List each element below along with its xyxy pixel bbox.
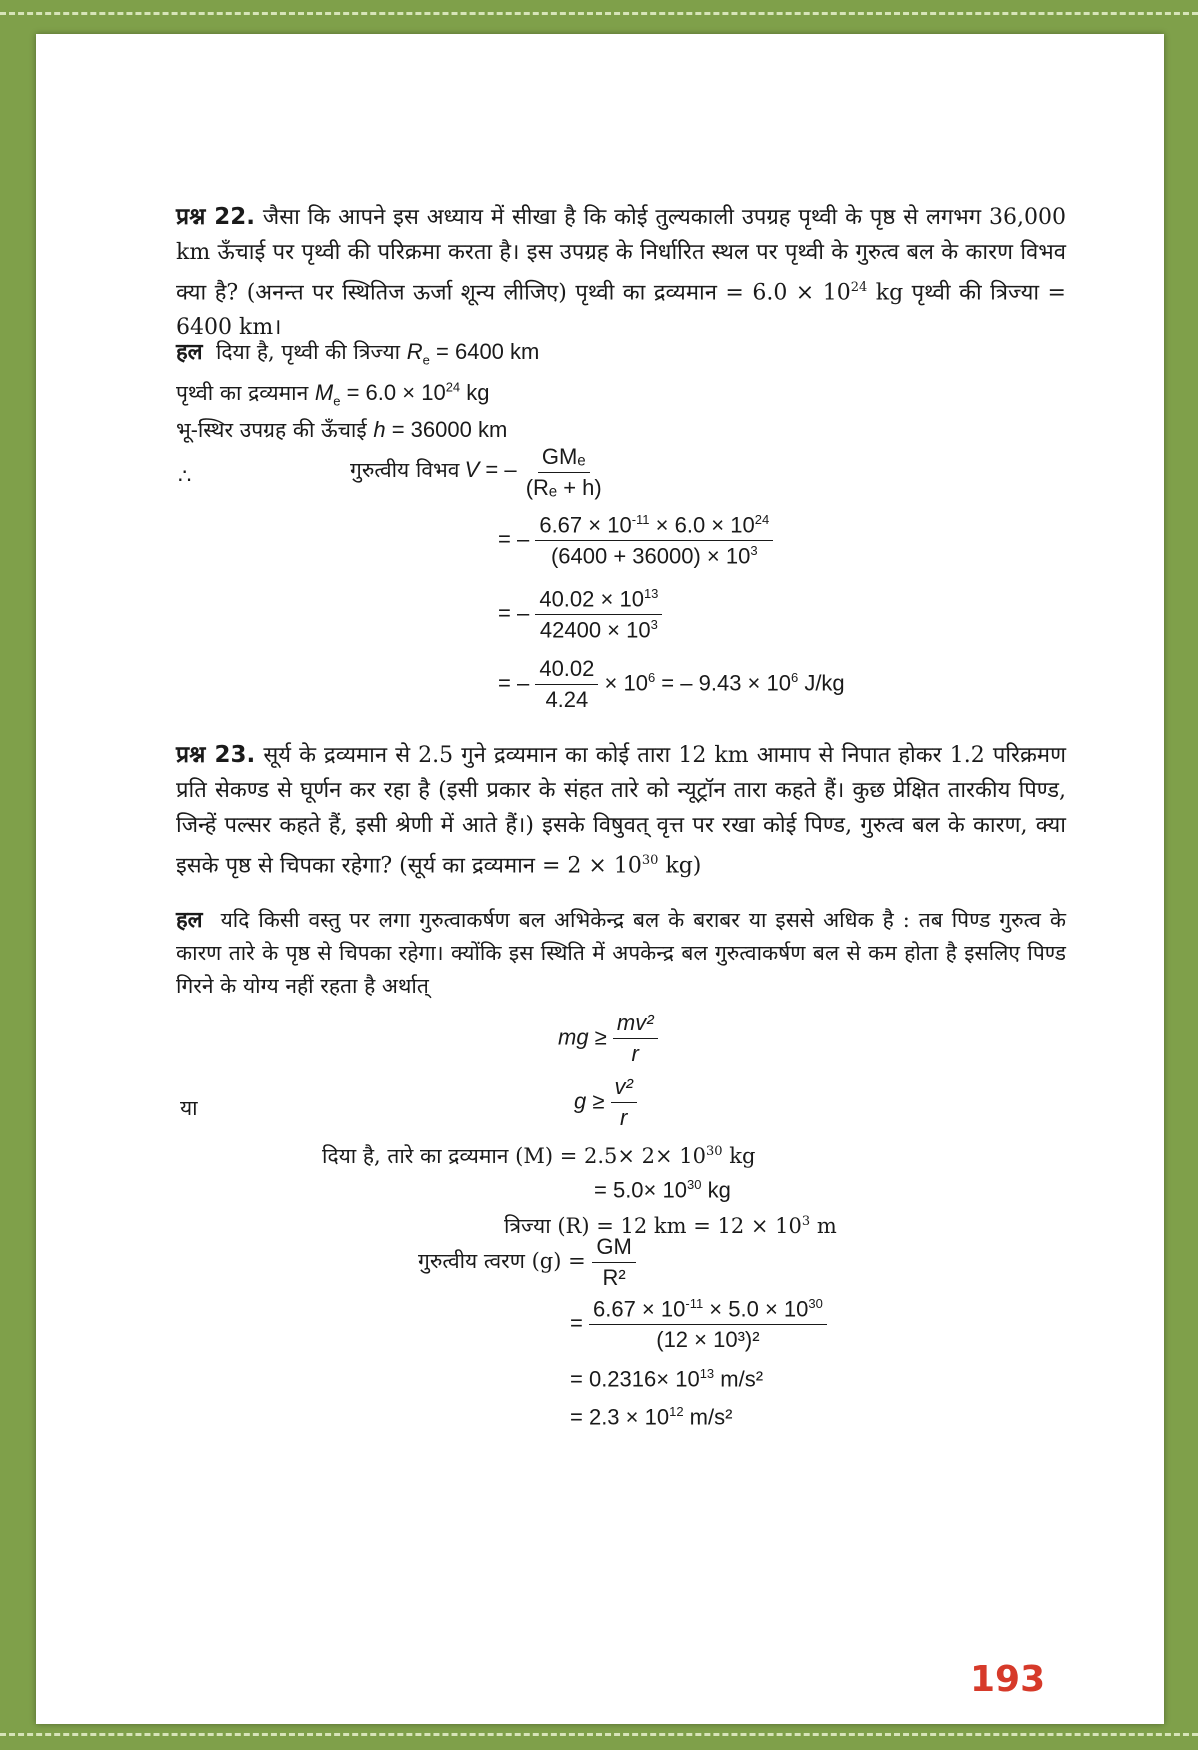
g-num: GM: [592, 1234, 635, 1263]
radius-e: 3: [801, 1214, 811, 1229]
star-mass-line: [322, 1142, 755, 1170]
radius-a: त्रिज्या (R) = 12 km = 12 × 10: [504, 1214, 802, 1238]
question-23-label: प्रश्न 23.: [176, 742, 256, 768]
mass-symbol: M: [314, 380, 334, 405]
f2-num-b: × 6.0 × 10: [649, 512, 755, 538]
solution-22-line2: [176, 379, 490, 408]
gravity-line-1: [418, 1234, 636, 1291]
g4-u: m/s²: [683, 1404, 733, 1430]
f4-tail-c: J/kg: [798, 670, 845, 696]
equals-1: = –: [485, 457, 517, 482]
f4-den: 4.24: [545, 687, 589, 712]
f3-num-e: 13: [643, 586, 659, 601]
page: [36, 34, 1164, 1724]
mass-exp: 24: [445, 379, 461, 395]
star-mass-text: दिया है, तारे का द्रव्यमान (M) = 2.5× 2× 10: [322, 1144, 706, 1168]
ineq1-fraction: [613, 1010, 658, 1067]
star-mass-exp: 30: [706, 1144, 723, 1159]
f4-tail-b: = – 9.43 × 10: [655, 670, 791, 696]
fraction-2: [535, 512, 773, 570]
g2-num-a: 6.67 × 10: [592, 1296, 686, 1322]
height-text: भू-स्थिर उपग्रह की ऊँचाई: [176, 418, 367, 442]
ineq1-den: r: [631, 1041, 639, 1066]
top-border: [0, 12, 1198, 22]
g3-a: = 0.2316× 10: [570, 1366, 700, 1392]
question-23-text: सूर्य के द्रव्यमान से 2.5 गुने द्रव्यमान का कोई तारा 12 km आमाप से निपात होकर 1.2 परिक्रमण प्रति सेकण्ड से घूर्णन कर रहा है (इसी प्रकार के संहत तारे को न्यूट्रॉन तारा कहते हैं। कुछ प्रेक्षित तारकीय पिण्ड, जिन्हें पल्सर कहते हैं, इसी श्रेणी में आते हैं।) इसके विषुवत् वृत्त पर रखा कोई पिण्ड, गुरुत्व बल के कारण, क्या इसके पृष्ठ से चिपका रहेगा? (सूर्य का द्रव्यमान = 2 × 10: [176, 743, 1066, 879]
question-23: [176, 738, 1066, 883]
question-22-label: प्रश्न 22.: [176, 204, 255, 230]
potential-line-4: [498, 656, 845, 713]
f4-tail-a: × 10: [604, 670, 648, 696]
potential-line-1: [350, 444, 606, 501]
question-22-text2: kg पृथ्वी की त्रिज्या = 6400 km।: [176, 280, 1066, 341]
f3-den-e: 3: [650, 617, 658, 633]
fraction-4: [535, 656, 598, 713]
solution-23-label: हल: [176, 908, 203, 933]
f2-den-a: (6400 + 36000) × 10: [550, 543, 751, 569]
radius-subscript: e: [422, 352, 430, 368]
question-23-exp: 30: [641, 853, 659, 868]
f4-tail-e2: 6: [790, 669, 799, 685]
equals-2: = –: [498, 526, 530, 552]
solution-22-line3: [176, 416, 507, 444]
therefore-symbol: ∴: [178, 464, 192, 488]
radius-u: m: [810, 1214, 837, 1238]
radius-symbol: R: [406, 339, 423, 364]
solution-22-label: हल: [176, 340, 203, 365]
ineq2-den: r: [620, 1105, 628, 1130]
f4-num: 40.02: [535, 656, 598, 685]
equals-4: = –: [498, 670, 530, 696]
g2-num-e1: -11: [685, 1296, 704, 1311]
question-22-exp: 24: [850, 280, 868, 295]
g2-num-e2: 30: [808, 1296, 823, 1311]
f3-den-a: 42400 × 10: [539, 617, 651, 643]
mass2-a: = 5.0× 10: [594, 1177, 687, 1203]
height-value: = 36000 km: [385, 417, 508, 442]
ineq2-fraction: [611, 1074, 637, 1131]
equals-3: = –: [498, 600, 530, 626]
mass-text: पृथ्वी का द्रव्यमान: [176, 381, 309, 405]
mass-value: = 6.0 × 10: [340, 380, 446, 405]
question-22-text: जैसा कि आपने इस अध्याय में सीखा है कि कोई तुल्यकाली उपग्रह पृथ्वी के पृष्ठ से लगभग 36,000 km ऊँचाई पर पृथ्वी की परिक्रमा करता है। इस उपग्रह के निर्धारित स्थल पर पृथ्वी के गुरुत्व बल के कारण विभव क्या है? (अनन्त पर स्थितिज ऊर्जा शून्य लीजिए) पृथ्वी का द्रव्यमान = 6.0 × 10: [176, 205, 1066, 306]
g-den: R²: [602, 1265, 626, 1290]
g3-e: 13: [699, 1366, 715, 1381]
ineq2-lhs: g ≥: [574, 1088, 605, 1114]
f4-tail-e: 6: [647, 669, 656, 685]
g4-e: 12: [669, 1404, 684, 1419]
g4-a: = 2.3 × 10: [570, 1404, 670, 1430]
question-22: [176, 200, 1066, 345]
potential-label: गुरुत्वीय विभव: [350, 458, 460, 482]
gravity-fraction-1: [592, 1234, 635, 1291]
radius-text: दिया है, पृथ्वी की त्रिज्या: [215, 340, 401, 364]
f3-num-a: 40.02 × 10: [539, 586, 644, 612]
mass2-e: 30: [686, 1177, 702, 1192]
page-number: 193: [970, 1659, 1046, 1700]
solution-23-text: [176, 904, 1066, 1003]
fraction-1-den: (Rₑ + h): [525, 475, 602, 500]
potential-symbol: V: [464, 457, 480, 482]
fraction-3: [535, 586, 662, 644]
gravity-line-3: [570, 1366, 763, 1392]
potential-line-2: [498, 512, 773, 570]
mass2-u: kg: [701, 1177, 731, 1203]
f2-num-e2: 24: [754, 512, 770, 527]
ineq1-lhs: mg ≥: [558, 1024, 607, 1050]
gravity-line-2: [570, 1296, 827, 1353]
g2-den: (12 × 10³)²: [656, 1327, 760, 1353]
ineq2-num: v²: [611, 1074, 637, 1103]
star-mass-unit: kg: [722, 1144, 756, 1168]
bottom-border: [0, 1733, 1198, 1743]
solution-23-body: यदि किसी वस्तु पर लगा गुरुत्वाकर्षण बल अभिकेन्द्र बल के बराबर या इससे अधिक है : तब पिण्ड गुरुत्व के कारण तारे के पृष्ठ से चिपका रहेगा। क्योंकि इस स्थिति में अपकेन्द्र बल गुरुत्वाकर्षण बल से कम होता है इसलिए पिण्ड गिरने के योग्य नहीं रहता है अर्थात्: [176, 908, 1067, 998]
g2-num-b: × 5.0 × 10: [703, 1296, 809, 1322]
g3-u: m/s²: [714, 1366, 764, 1392]
star-mass-line-2: [594, 1177, 731, 1203]
ineq1-num: mv²: [613, 1010, 658, 1039]
solution-22-line1: [176, 336, 539, 367]
f2-num-a: 6.67 × 10: [539, 512, 632, 538]
mass-subscript: e: [333, 393, 341, 409]
potential-line-3: [498, 586, 662, 644]
gravity-line-4: [570, 1404, 732, 1430]
ya-word: या: [180, 1096, 198, 1120]
gravity-fraction-2: [589, 1296, 827, 1353]
mass-unit: kg: [460, 380, 490, 405]
fraction-1-num: GMₑ: [538, 444, 590, 473]
gravity-label: गुरुत्वीय त्वरण (g) =: [418, 1249, 586, 1273]
height-symbol: h: [373, 417, 386, 442]
inequality-1: [558, 1010, 658, 1067]
radius-value: = 6400 km: [429, 339, 540, 364]
question-23-text2: kg): [658, 853, 702, 879]
equals-5: =: [570, 1310, 583, 1336]
f2-den-e: 3: [750, 543, 758, 559]
fraction-1: [522, 444, 606, 501]
inequality-2: [574, 1074, 637, 1131]
f2-num-e1: -11: [631, 512, 650, 527]
